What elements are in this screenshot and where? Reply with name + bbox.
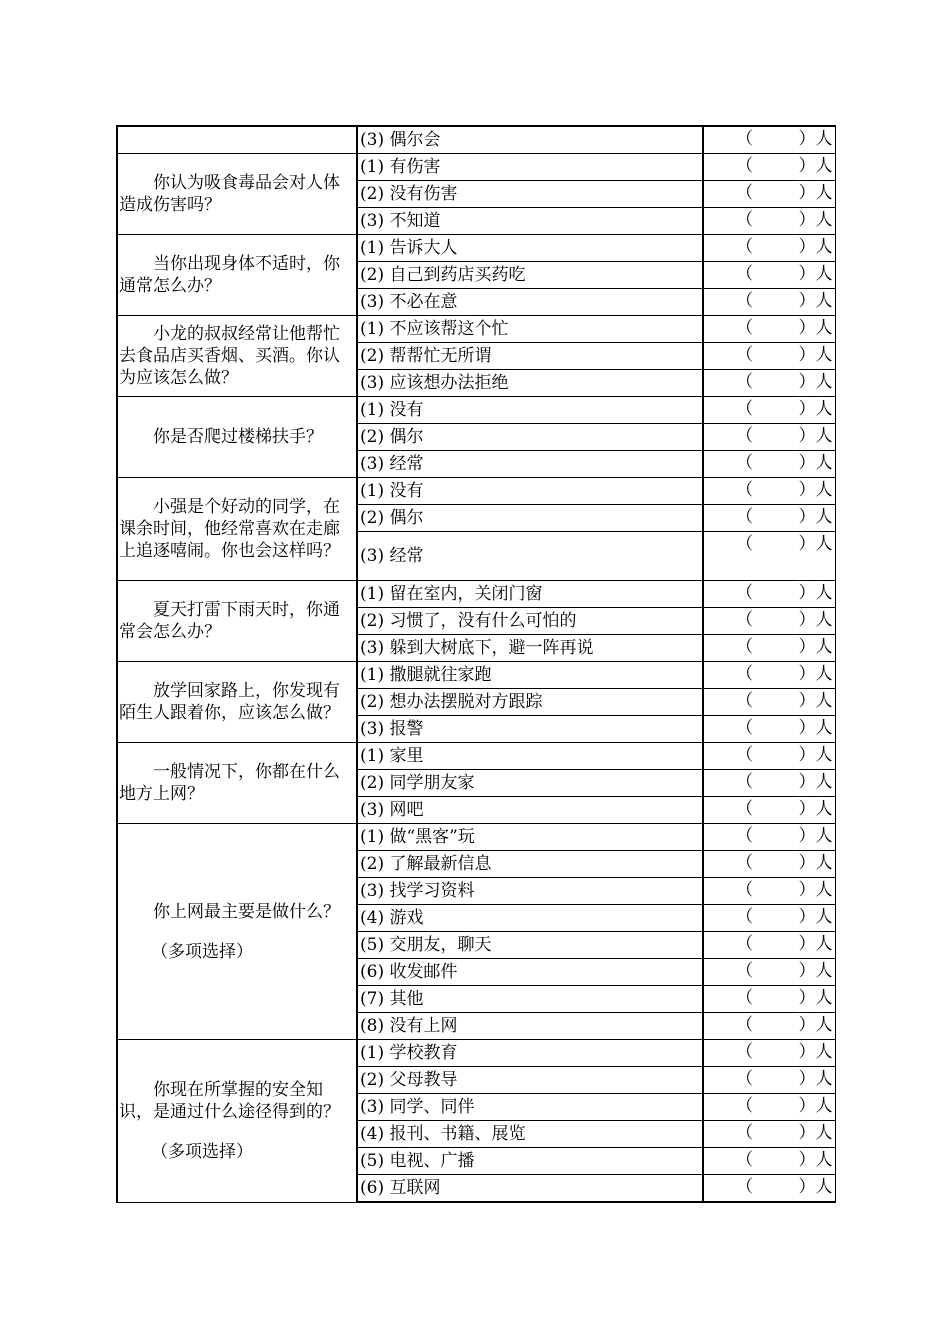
count-blank (703, 1067, 835, 1094)
option-label: (3) 找学习资料 (357, 878, 703, 905)
option-label: (3) 同学、同伴 (357, 1094, 703, 1121)
count-close-unit: ）人 (798, 156, 833, 176)
option-label: (2) 想办法摆脱对方跟踪 (357, 689, 703, 716)
question-text: 你是否爬过楼梯扶手？ (153, 427, 323, 447)
count-blank (703, 289, 835, 316)
option-label: (3) 经常 (357, 451, 703, 478)
count-close-unit: ）人 (798, 399, 833, 419)
option-label: (4) 游戏 (357, 905, 703, 932)
option-label: (5) 交朋友，聊天 (357, 932, 703, 959)
count-close-unit: ）人 (798, 1015, 833, 1035)
count-open-paren: （ (736, 961, 753, 981)
count-close-unit: ）人 (798, 1150, 833, 1170)
count-close-unit: ）人 (798, 453, 833, 473)
count-blank (703, 824, 835, 851)
option-label: (3) 躲到大树底下，避一阵再说 (357, 635, 703, 662)
count-open-paren: （ (736, 372, 753, 392)
question-cell (117, 154, 357, 235)
count-open-paren: （ (736, 583, 753, 603)
option-label: (3) 偶尔会 (357, 126, 703, 154)
count-blank (703, 662, 835, 689)
count-blank (703, 126, 835, 154)
survey-row (117, 235, 835, 262)
option-label: (3) 经常 (357, 532, 703, 581)
count-open-paren: （ (736, 664, 753, 684)
count-close-unit: ）人 (798, 291, 833, 311)
option-label: (3) 不必在意 (357, 289, 703, 316)
option-label: (2) 自己到药店买药吃 (357, 262, 703, 289)
count-blank (703, 478, 835, 505)
count-blank (703, 316, 835, 343)
count-open-paren: （ (736, 880, 753, 900)
count-blank (703, 986, 835, 1013)
count-close-unit: ）人 (798, 426, 833, 446)
count-close-unit: ）人 (798, 1096, 833, 1116)
question-cell (117, 316, 357, 397)
option-label: (6) 互联网 (357, 1175, 703, 1203)
count-close-unit: ）人 (798, 637, 833, 657)
count-close-unit: ）人 (798, 610, 833, 630)
survey-row (117, 824, 835, 851)
count-open-paren: （ (736, 826, 753, 846)
count-open-paren: （ (736, 345, 753, 365)
question-text: 你上网最主要是做什么？ (153, 901, 340, 922)
count-blank (703, 797, 835, 824)
count-open-paren: （ (736, 534, 753, 554)
count-close-unit: ）人 (798, 745, 833, 765)
survey-row (117, 316, 835, 343)
option-label: (1) 学校教育 (357, 1040, 703, 1067)
count-blank (703, 424, 835, 451)
count-blank (703, 716, 835, 743)
question-cell (117, 397, 357, 478)
option-label: (2) 偶尔 (357, 505, 703, 532)
question-cell (117, 126, 357, 154)
question-cell (117, 824, 357, 1040)
count-open-paren: （ (736, 1123, 753, 1143)
question-text: 你认为吸食毒品会对人体造成伤害吗？ (119, 173, 340, 215)
count-open-paren: （ (736, 1150, 753, 1170)
survey-table (116, 125, 836, 1203)
option-label: (2) 同学朋友家 (357, 770, 703, 797)
count-blank (703, 581, 835, 608)
count-close-unit: ）人 (798, 853, 833, 873)
count-close-unit: ）人 (798, 210, 833, 230)
count-open-paren: （ (736, 1096, 753, 1116)
question-cell (117, 581, 357, 662)
survey-row (117, 154, 835, 181)
option-label: (1) 撒腿就往家跑 (357, 662, 703, 689)
count-blank (703, 635, 835, 662)
option-label: (2) 帮帮忙无所谓 (357, 343, 703, 370)
option-label: (2) 偶尔 (357, 424, 703, 451)
question-text: 放学回家路上，你发现有陌生人跟着你，应该怎么做？ (119, 681, 340, 723)
count-blank (703, 343, 835, 370)
option-label: (2) 父母教导 (357, 1067, 703, 1094)
count-blank (703, 397, 835, 424)
count-blank (703, 1040, 835, 1067)
question-text: 当你出现身体不适时，你通常怎么办？ (119, 254, 340, 296)
option-label: (2) 习惯了，没有什么可怕的 (357, 608, 703, 635)
option-label: (1) 做“黑客”玩 (357, 824, 703, 851)
option-label: (1) 不应该帮这个忙 (357, 316, 703, 343)
count-close-unit: ）人 (798, 183, 833, 203)
count-close-unit: ）人 (798, 799, 833, 819)
count-open-paren: （ (736, 453, 753, 473)
count-close-unit: ）人 (798, 664, 833, 684)
count-blank (703, 1013, 835, 1040)
count-open-paren: （ (736, 799, 753, 819)
count-close-unit: ）人 (798, 264, 833, 284)
count-open-paren: （ (736, 318, 753, 338)
count-open-paren: （ (736, 183, 753, 203)
count-blank (703, 532, 835, 581)
survey-row (117, 1040, 835, 1067)
question-text: 小强是个好动的同学，在课余时间，他经常喜欢在走廊上追逐嘻闹。你也会这样吗？ (119, 497, 340, 561)
count-open-paren: （ (736, 691, 753, 711)
count-open-paren: （ (736, 637, 753, 657)
count-close-unit: ）人 (798, 1042, 833, 1062)
count-close-unit: ）人 (798, 480, 833, 500)
count-close-unit: ）人 (798, 507, 833, 527)
count-close-unit: ）人 (798, 237, 833, 257)
count-open-paren: （ (736, 1042, 753, 1062)
option-label: (3) 不知道 (357, 208, 703, 235)
count-open-paren: （ (736, 507, 753, 527)
question-cell (117, 1040, 357, 1203)
count-blank (703, 959, 835, 986)
count-blank (703, 1121, 835, 1148)
option-label: (1) 告诉大人 (357, 235, 703, 262)
count-close-unit: ）人 (798, 583, 833, 603)
count-close-unit: ）人 (798, 718, 833, 738)
count-close-unit: ）人 (798, 129, 833, 149)
count-close-unit: ）人 (798, 988, 833, 1008)
count-blank (703, 878, 835, 905)
option-label: (5) 电视、广播 (357, 1148, 703, 1175)
option-label: (2) 了解最新信息 (357, 851, 703, 878)
count-close-unit: ）人 (798, 372, 833, 392)
count-blank (703, 451, 835, 478)
count-open-paren: （ (736, 1069, 753, 1089)
option-label: (3) 网吧 (357, 797, 703, 824)
option-label: (1) 没有 (357, 397, 703, 424)
count-close-unit: ）人 (798, 961, 833, 981)
count-open-paren: （ (736, 291, 753, 311)
option-label: (1) 有伤害 (357, 154, 703, 181)
count-close-unit: ）人 (798, 934, 833, 954)
count-open-paren: （ (736, 610, 753, 630)
question-text: 一般情况下，你都在什么地方上网？ (119, 762, 340, 804)
survey-row (117, 397, 835, 424)
question-note: （多项选择） (151, 941, 253, 962)
count-blank (703, 689, 835, 716)
option-label: (1) 留在室内，关闭门窗 (357, 581, 703, 608)
count-open-paren: （ (736, 772, 753, 792)
count-blank (703, 1094, 835, 1121)
count-open-paren: （ (736, 480, 753, 500)
survey-row (117, 662, 835, 689)
count-blank (703, 905, 835, 932)
count-open-paren: （ (736, 210, 753, 230)
count-open-paren: （ (736, 129, 753, 149)
count-open-paren: （ (736, 988, 753, 1008)
count-close-unit: ）人 (798, 1123, 833, 1143)
count-open-paren: （ (736, 1015, 753, 1035)
count-open-paren: （ (736, 853, 753, 873)
question-text: 夏天打雷下雨天时，你通常会怎么办？ (119, 600, 340, 642)
count-blank (703, 1175, 835, 1203)
question-cell (117, 235, 357, 316)
count-blank (703, 154, 835, 181)
question-cell (117, 743, 357, 824)
option-label: (1) 家里 (357, 743, 703, 770)
count-blank (703, 851, 835, 878)
count-open-paren: （ (736, 426, 753, 446)
question-note: （多项选择） (151, 1141, 253, 1162)
count-blank (703, 608, 835, 635)
count-close-unit: ）人 (798, 345, 833, 365)
count-blank (703, 505, 835, 532)
survey-row (117, 126, 835, 154)
count-blank (703, 208, 835, 235)
option-label: (4) 报刊、书籍、展览 (357, 1121, 703, 1148)
count-close-unit: ）人 (798, 907, 833, 927)
count-blank (703, 262, 835, 289)
option-label: (1) 没有 (357, 478, 703, 505)
question-text: 小龙的叔叔经常让他帮忙去食品店买香烟、买酒。你认为应该怎么做？ (119, 324, 340, 388)
option-label: (3) 报警 (357, 716, 703, 743)
count-close-unit: ）人 (798, 880, 833, 900)
count-blank (703, 370, 835, 397)
count-blank (703, 932, 835, 959)
count-close-unit: ）人 (798, 534, 833, 554)
count-open-paren: （ (736, 934, 753, 954)
count-blank (703, 770, 835, 797)
option-label: (8) 没有上网 (357, 1013, 703, 1040)
count-close-unit: ）人 (798, 691, 833, 711)
count-close-unit: ）人 (798, 826, 833, 846)
count-open-paren: （ (736, 264, 753, 284)
question-cell (117, 478, 357, 581)
count-open-paren: （ (736, 745, 753, 765)
option-label: (2) 没有伤害 (357, 181, 703, 208)
count-blank (703, 235, 835, 262)
survey-row (117, 743, 835, 770)
count-open-paren: （ (736, 718, 753, 738)
count-open-paren: （ (736, 399, 753, 419)
count-close-unit: ）人 (798, 772, 833, 792)
count-blank (703, 743, 835, 770)
count-close-unit: ）人 (798, 1069, 833, 1089)
option-label: (6) 收发邮件 (357, 959, 703, 986)
count-open-paren: （ (736, 907, 753, 927)
question-text: 你现在所掌握的安全知识，是通过什么途径得到的？ (119, 1079, 340, 1122)
count-open-paren: （ (736, 1177, 753, 1197)
question-cell (117, 662, 357, 743)
count-close-unit: ）人 (798, 318, 833, 338)
count-blank (703, 181, 835, 208)
survey-row (117, 581, 835, 608)
count-open-paren: （ (736, 237, 753, 257)
survey-body (117, 126, 835, 1202)
option-label: (7) 其他 (357, 986, 703, 1013)
survey-row (117, 478, 835, 505)
count-blank (703, 1148, 835, 1175)
option-label: (3) 应该想办法拒绝 (357, 370, 703, 397)
count-open-paren: （ (736, 156, 753, 176)
count-close-unit: ）人 (798, 1177, 833, 1197)
